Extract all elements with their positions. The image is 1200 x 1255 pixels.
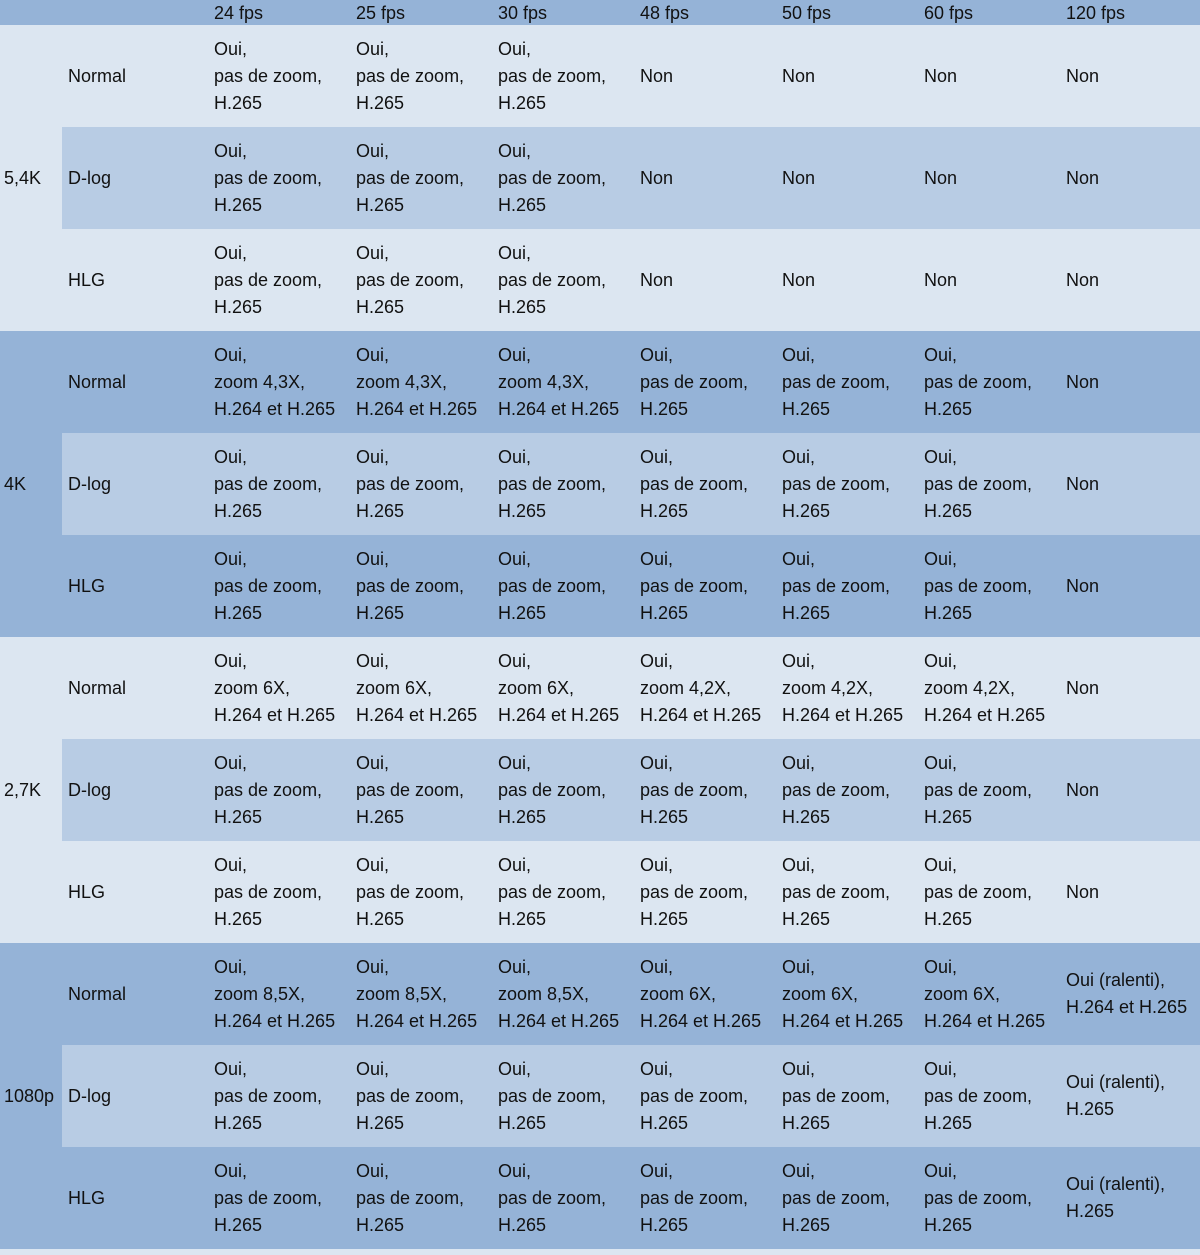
group-4k [0, 331, 1200, 637]
value-cell: Oui, pas de zoom, H.265 [914, 841, 1056, 943]
value-cell: Non [1056, 25, 1200, 127]
value-cell: Oui, zoom 8,5X, H.264 et H.265 [488, 943, 630, 1045]
value-cell: Non [630, 229, 772, 331]
value-cell: Oui (ralenti), H.264 et H.265 [1056, 943, 1200, 1045]
value-cell: Non [1056, 229, 1200, 331]
value-cell: Oui, pas de zoom, H.265 [914, 1147, 1056, 1249]
value-cell: Oui, pas de zoom, H.265 [204, 127, 346, 229]
value-cell: Oui, pas de zoom, H.265 [346, 127, 488, 229]
mode-cell: HLG [62, 841, 204, 943]
value-cell: Oui, pas de zoom, H.265 [204, 1045, 346, 1147]
table-row [0, 1147, 1200, 1249]
value-cell: Oui, pas de zoom, H.265 [630, 1045, 772, 1147]
mode-cell: Normal [62, 25, 204, 127]
value-cell: Oui, pas de zoom, H.265 [204, 841, 346, 943]
value-cell: Oui, pas de zoom, H.265 [914, 433, 1056, 535]
value-cell: Non [1056, 841, 1200, 943]
value-cell: Non [1056, 535, 1200, 637]
value-cell: Oui, pas de zoom, H.265 [914, 331, 1056, 433]
table-row [0, 637, 1200, 739]
value-cell: Oui, zoom 4,3X, H.264 et H.265 [346, 331, 488, 433]
value-cell: Oui, pas de zoom, H.265 [346, 1147, 488, 1249]
value-cell: Oui, pas de zoom, H.265 [630, 535, 772, 637]
resolution-cell: 5,4K [0, 25, 62, 331]
value-cell: Oui, pas de zoom, H.265 [346, 535, 488, 637]
header-cell-120fps: 120 fps [1056, 0, 1200, 25]
table-row [0, 841, 1200, 943]
table-row [0, 739, 1200, 841]
mode-cell: HLG [62, 535, 204, 637]
group-2-7k [0, 637, 1200, 943]
mode-cell: HLG [62, 229, 204, 331]
value-cell: Oui, pas de zoom, H.265 [772, 841, 914, 943]
value-cell: Non [630, 127, 772, 229]
value-cell: Oui, pas de zoom, H.265 [346, 433, 488, 535]
value-cell: Oui, pas de zoom, H.265 [914, 535, 1056, 637]
value-cell: Oui, pas de zoom, H.265 [488, 841, 630, 943]
value-cell: Oui, pas de zoom, H.265 [488, 229, 630, 331]
header-cell-48fps: 48 fps [630, 0, 772, 25]
value-cell: Oui, zoom 4,2X, H.264 et H.265 [772, 637, 914, 739]
mode-cell: HLG [62, 1147, 204, 1249]
value-cell: Oui, pas de zoom, H.265 [488, 433, 630, 535]
mode-cell: D-log [62, 739, 204, 841]
value-cell: Oui, pas de zoom, H.265 [914, 1045, 1056, 1147]
resolution-cell: 4K [0, 331, 62, 637]
value-cell: Oui, pas de zoom, H.265 [630, 433, 772, 535]
value-cell: Non [914, 127, 1056, 229]
header-cell-25fps: 25 fps [346, 0, 488, 25]
mode-cell: D-log [62, 433, 204, 535]
value-cell: Oui, pas de zoom, H.265 [630, 739, 772, 841]
table-row [0, 433, 1200, 535]
value-cell: Non [1056, 331, 1200, 433]
value-cell: Oui, pas de zoom, H.265 [772, 535, 914, 637]
value-cell: Oui, zoom 6X, H.264 et H.265 [488, 637, 630, 739]
value-cell: Oui, pas de zoom, H.265 [630, 841, 772, 943]
resolution-cell: 1080p [0, 943, 62, 1249]
value-cell: Oui, pas de zoom, H.265 [204, 229, 346, 331]
value-cell: Oui, pas de zoom, H.265 [346, 739, 488, 841]
value-cell: Oui, pas de zoom, H.265 [772, 331, 914, 433]
value-cell: Oui, zoom 6X, H.264 et H.265 [914, 943, 1056, 1045]
value-cell: Oui, pas de zoom, H.265 [346, 25, 488, 127]
value-cell: Oui, zoom 6X, H.264 et H.265 [772, 943, 914, 1045]
group-1080p [0, 943, 1200, 1249]
group-5-4k [0, 25, 1200, 331]
mode-cell: D-log [62, 127, 204, 229]
value-cell: Oui, pas de zoom, H.265 [488, 127, 630, 229]
value-cell: Oui, pas de zoom, H.265 [204, 25, 346, 127]
table-row [0, 229, 1200, 331]
value-cell: Oui, zoom 6X, H.264 et H.265 [346, 637, 488, 739]
header-cell-60fps: 60 fps [914, 0, 1056, 25]
value-cell: Oui, zoom 4,3X, H.264 et H.265 [204, 331, 346, 433]
value-cell: Oui (ralenti), H.265 [1056, 1045, 1200, 1147]
value-cell: Oui, pas de zoom, H.265 [204, 739, 346, 841]
value-cell: Oui, pas de zoom, H.265 [772, 1045, 914, 1147]
header-cell-30fps: 30 fps [488, 0, 630, 25]
value-cell: Oui, zoom 4,2X, H.264 et H.265 [914, 637, 1056, 739]
table-row [0, 943, 1200, 1045]
value-cell: Oui, pas de zoom, H.265 [488, 1045, 630, 1147]
header-cell-mode [62, 0, 204, 25]
value-cell: Non [1056, 433, 1200, 535]
value-cell: Oui, zoom 4,3X, H.264 et H.265 [488, 331, 630, 433]
value-cell: Non [914, 229, 1056, 331]
value-cell: Non [772, 127, 914, 229]
value-cell: Non [1056, 739, 1200, 841]
header-cell-50fps: 50 fps [772, 0, 914, 25]
value-cell: Oui, zoom 8,5X, H.264 et H.265 [204, 943, 346, 1045]
value-cell: Oui, pas de zoom, H.265 [772, 739, 914, 841]
value-cell: Oui, pas de zoom, H.265 [204, 1147, 346, 1249]
value-cell: Oui, zoom 6X, H.264 et H.265 [630, 943, 772, 1045]
mode-cell: D-log [62, 1045, 204, 1147]
value-cell: Oui, pas de zoom, H.265 [630, 1147, 772, 1249]
mode-cell: Normal [62, 331, 204, 433]
value-cell: Oui, pas de zoom, H.265 [488, 1147, 630, 1249]
value-cell: Oui, pas de zoom, H.265 [204, 433, 346, 535]
value-cell: Oui, pas de zoom, H.265 [914, 739, 1056, 841]
value-cell: Non [772, 25, 914, 127]
header-cell-24fps: 24 fps [204, 0, 346, 25]
value-cell: Oui, pas de zoom, H.265 [772, 433, 914, 535]
value-cell: Oui, pas de zoom, H.265 [488, 25, 630, 127]
value-cell: Oui, pas de zoom, H.265 [488, 739, 630, 841]
value-cell: Non [914, 25, 1056, 127]
value-cell: Oui, pas de zoom, H.265 [772, 1147, 914, 1249]
table-row [0, 535, 1200, 637]
table-row [0, 1045, 1200, 1147]
value-cell: Oui, zoom 6X, H.264 et H.265 [204, 637, 346, 739]
value-cell: Oui, pas de zoom, H.265 [346, 1045, 488, 1147]
value-cell: Non [772, 229, 914, 331]
value-cell: Oui, zoom 4,2X, H.264 et H.265 [630, 637, 772, 739]
value-cell: Oui (ralenti), H.265 [1056, 1147, 1200, 1249]
mode-cell: Normal [62, 943, 204, 1045]
value-cell: Non [630, 25, 772, 127]
resolution-cell: 2,7K [0, 637, 62, 943]
header-row [0, 0, 1200, 25]
table-row [0, 127, 1200, 229]
value-cell: Oui, pas de zoom, H.265 [346, 229, 488, 331]
value-cell: Oui, pas de zoom, H.265 [204, 535, 346, 637]
value-cell: Oui, pas de zoom, H.265 [488, 535, 630, 637]
value-cell: Non [1056, 127, 1200, 229]
value-cell: Non [1056, 637, 1200, 739]
value-cell: Oui, pas de zoom, H.265 [630, 331, 772, 433]
table-row [0, 331, 1200, 433]
value-cell: Oui, pas de zoom, H.265 [346, 841, 488, 943]
table-row [0, 25, 1200, 127]
value-cell: Oui, zoom 8,5X, H.264 et H.265 [346, 943, 488, 1045]
mode-cell: Normal [62, 637, 204, 739]
header-cell-resolution [0, 0, 62, 25]
